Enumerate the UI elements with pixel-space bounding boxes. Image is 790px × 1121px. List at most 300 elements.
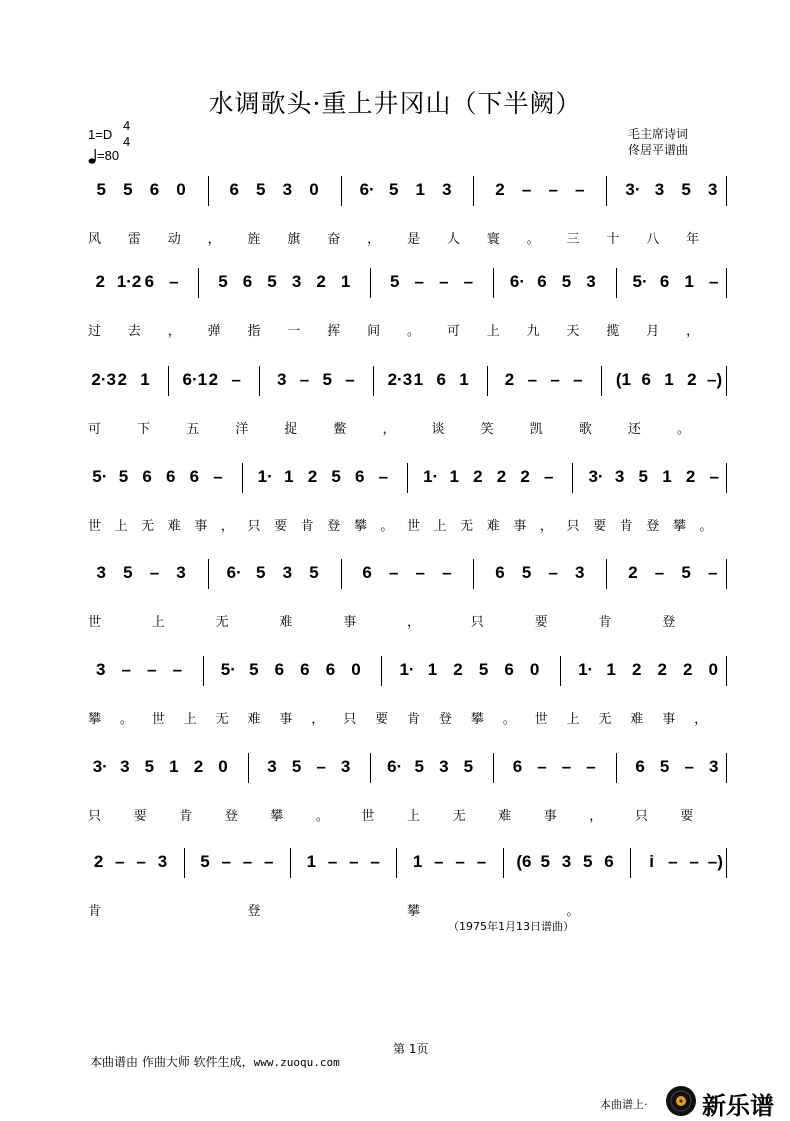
note: 6· xyxy=(387,757,403,776)
note: – xyxy=(575,180,585,199)
note: 6 xyxy=(355,467,365,486)
note: –) xyxy=(707,852,723,871)
note: – xyxy=(327,852,338,871)
bar-line xyxy=(503,848,504,878)
note: – xyxy=(147,660,157,679)
note: 3 xyxy=(707,180,718,199)
lyric-char: 只 xyxy=(88,809,102,824)
time-signature-bottom: 4 xyxy=(123,134,131,149)
bar-line xyxy=(184,848,185,878)
notation-line xyxy=(0,180,790,220)
note: 5 xyxy=(681,180,691,199)
note: 5 xyxy=(659,757,670,776)
time-signature-top: 4 xyxy=(123,118,131,133)
note: 6·1 xyxy=(182,370,208,389)
lyric-char: 肯 xyxy=(300,519,314,534)
note: – xyxy=(684,757,694,776)
lyric-char: 是 xyxy=(407,232,421,247)
lyric-char: 世 xyxy=(534,712,548,727)
lyric-char: 谈 xyxy=(431,422,445,437)
note: 5 xyxy=(291,757,302,776)
generator-footer xyxy=(90,1053,340,1070)
lyric-char: 去 xyxy=(127,324,141,339)
time-signature xyxy=(123,118,130,150)
lyric-char: ， xyxy=(686,324,700,339)
lyric-char: 事 xyxy=(279,712,293,727)
notation-line xyxy=(0,370,790,410)
bar-line xyxy=(198,268,199,298)
note: 2·3 xyxy=(91,370,116,389)
note: 2 xyxy=(208,370,219,389)
note: 3 xyxy=(439,757,449,776)
lyric-char: ， xyxy=(539,519,553,534)
notation-line xyxy=(0,563,790,603)
lyric-char: 旌 xyxy=(247,232,261,247)
note: 3 xyxy=(340,757,351,776)
lyric-char: 登 xyxy=(646,519,660,534)
lyrics-line xyxy=(0,228,790,248)
note: 5· xyxy=(92,467,108,486)
note: – xyxy=(548,563,558,582)
quarter-note-icon xyxy=(88,148,96,164)
note: 3 xyxy=(291,272,302,291)
note: 2 xyxy=(520,467,530,486)
note: 5 xyxy=(249,660,259,679)
note: – xyxy=(476,852,487,871)
note: – xyxy=(708,272,719,291)
note: – xyxy=(242,852,253,871)
lyric-char: 上 xyxy=(114,519,128,534)
score-system xyxy=(0,660,790,750)
lyric-char: 笑 xyxy=(480,422,494,437)
note: 3 xyxy=(282,563,293,582)
note: 5 xyxy=(414,757,424,776)
note: 6 xyxy=(635,757,645,776)
key-signature: 1=D xyxy=(88,127,113,142)
note: 1 xyxy=(140,370,150,389)
lyric-char: 一 xyxy=(287,324,301,339)
note: – xyxy=(689,852,699,871)
bar-line xyxy=(381,656,382,686)
note: 2 xyxy=(631,660,642,679)
note: 5 xyxy=(218,272,228,291)
bar-line xyxy=(726,176,727,206)
lyric-char: 只 xyxy=(470,615,484,630)
note: 2 xyxy=(193,757,204,776)
lyrics-line xyxy=(0,611,790,631)
lyric-char: 世 xyxy=(88,519,102,534)
note: 2 xyxy=(95,272,105,291)
lyric-char: 难 xyxy=(486,519,500,534)
bar-line xyxy=(407,463,408,493)
note: 3 xyxy=(561,852,572,871)
bar-line xyxy=(473,559,474,589)
lyric-char: 要 xyxy=(375,712,389,727)
note: 6 xyxy=(149,180,160,199)
note: 6 xyxy=(537,272,547,291)
lyric-char: 。 xyxy=(676,422,690,437)
note: 5 xyxy=(309,563,319,582)
lyric-char: 攀 xyxy=(88,712,102,727)
lyric-char: 人 xyxy=(446,232,460,247)
generator-text: 本曲谱由 作曲大师 软件生成， xyxy=(90,1055,254,1069)
brand-prefix: 本曲谱上· xyxy=(600,1098,648,1111)
note: 1 xyxy=(664,370,674,389)
note: 6 xyxy=(512,757,523,776)
lyric-char: 过 xyxy=(88,324,102,339)
note: 6· xyxy=(226,563,242,582)
note: 6 xyxy=(300,660,310,679)
bar-line xyxy=(370,753,371,783)
lyric-char: 攀 xyxy=(270,809,284,824)
bar-line xyxy=(370,268,371,298)
credits xyxy=(628,126,688,158)
lyric-char: ， xyxy=(220,519,234,534)
score-system xyxy=(0,563,790,653)
note: – xyxy=(709,467,719,486)
lyric-char: 。 xyxy=(699,519,713,534)
lyric-char: 三 xyxy=(566,232,580,247)
note: 1· xyxy=(423,467,439,486)
lyric-char: 上 xyxy=(183,712,197,727)
note: 6 xyxy=(229,180,239,199)
lyric-char: 难 xyxy=(630,712,644,727)
lyric-char: 要 xyxy=(680,809,694,824)
note: 3· xyxy=(92,757,108,776)
score-system xyxy=(0,370,790,460)
lyric-char: 可 xyxy=(88,422,102,437)
note: 6 xyxy=(436,370,446,389)
note: 2 xyxy=(682,660,693,679)
lyric-char: 事 xyxy=(543,809,557,824)
bar-line xyxy=(726,559,727,589)
lyric-char: 肯 xyxy=(598,615,612,630)
lyrics-line xyxy=(0,320,790,340)
note: 5 xyxy=(331,467,341,486)
page-number: 第 1页 xyxy=(393,1042,429,1056)
note: – xyxy=(654,563,665,582)
note: – xyxy=(345,370,355,389)
lyric-char: 上 xyxy=(566,712,580,727)
note: – xyxy=(707,563,718,582)
note: – xyxy=(172,660,183,679)
note: 5· xyxy=(632,272,648,291)
lyric-char: 捉 xyxy=(284,422,298,437)
lyric-char: 可 xyxy=(446,324,460,339)
note: 3 xyxy=(157,852,168,871)
lyric-char: 要 xyxy=(534,615,548,630)
lyric-char: 年 xyxy=(686,232,700,247)
note: 0 xyxy=(309,180,319,199)
bar-line xyxy=(726,366,727,396)
note: 2 xyxy=(93,852,104,871)
note: 3· xyxy=(588,467,604,486)
note: – xyxy=(316,757,326,776)
note: 0 xyxy=(351,660,361,679)
note: –) xyxy=(707,370,723,389)
lyric-char: 。 xyxy=(315,809,329,824)
bar-line xyxy=(630,848,631,878)
notation-line xyxy=(0,660,790,700)
lyric-char: 肯 xyxy=(88,904,102,919)
note: 1 xyxy=(606,660,616,679)
lyric-char: 事 xyxy=(194,519,208,534)
bar-line xyxy=(616,268,617,298)
note: 6 xyxy=(604,852,614,871)
note: i xyxy=(649,852,654,871)
note: 6 xyxy=(659,272,670,291)
note: 2 xyxy=(628,563,638,582)
note: 6 xyxy=(165,467,176,486)
lyric-char: 无 xyxy=(215,615,229,630)
note: 1·2 xyxy=(116,272,142,291)
lyric-char: 挥 xyxy=(327,324,341,339)
lyric-char: 攀 xyxy=(672,519,686,534)
lyricist-credit: 毛主席诗词 xyxy=(628,127,689,141)
note: 3 xyxy=(614,467,625,486)
note: 3 xyxy=(276,370,287,389)
bar-line xyxy=(248,753,249,783)
bar-line xyxy=(168,366,169,396)
lyric-char: 凯 xyxy=(529,422,543,437)
note: 6 xyxy=(495,563,505,582)
note: 2 xyxy=(685,467,696,486)
note: – xyxy=(455,852,465,871)
note: (1 xyxy=(615,370,632,389)
note: – xyxy=(231,370,241,389)
note: 5 xyxy=(540,852,550,871)
note: – xyxy=(463,272,474,291)
bar-line xyxy=(203,656,204,686)
note: 1· xyxy=(257,467,273,486)
note: 1· xyxy=(578,660,594,679)
lyric-char: ， xyxy=(367,232,381,247)
lyric-char: 世 xyxy=(88,615,102,630)
bar-line xyxy=(396,848,397,878)
lyrics-line xyxy=(0,708,790,728)
lyric-char: 天 xyxy=(566,324,580,339)
note: 3 xyxy=(267,757,277,776)
note: 3 xyxy=(282,180,293,199)
lyric-char: 登 xyxy=(224,809,238,824)
bar-line xyxy=(341,176,342,206)
score-system xyxy=(0,467,790,557)
note: – xyxy=(169,272,179,291)
lyric-char: 五 xyxy=(186,422,200,437)
lyric-char: 月 xyxy=(646,324,660,339)
lyric-char: ， xyxy=(694,712,708,727)
tempo-marking xyxy=(88,148,119,164)
lyric-char: 雷 xyxy=(127,232,141,247)
bar-line xyxy=(290,848,291,878)
note: – xyxy=(527,370,538,389)
lyric-char: 。 xyxy=(119,712,133,727)
note: 5 xyxy=(389,272,400,291)
note: 5 xyxy=(144,757,155,776)
lyric-char: 肯 xyxy=(619,519,633,534)
note: 6 xyxy=(274,660,285,679)
lyric-char: 难 xyxy=(279,615,293,630)
note: 5 xyxy=(638,467,649,486)
lyric-char: 奋 xyxy=(327,232,341,247)
note: – xyxy=(586,757,596,776)
note: – xyxy=(115,852,125,871)
lyric-char: ， xyxy=(382,422,396,437)
lyric-char: 寰 xyxy=(486,232,500,247)
note: – xyxy=(349,852,359,871)
note: 3 xyxy=(96,563,107,582)
lyric-char: 八 xyxy=(646,232,660,247)
composer-credit: 佟居平谱曲 xyxy=(628,143,689,157)
lyric-char: 洋 xyxy=(235,422,249,437)
note: 2 xyxy=(495,180,505,199)
note: 5 xyxy=(521,563,532,582)
score-system xyxy=(0,852,790,942)
note: 1 xyxy=(427,660,438,679)
generator-url[interactable]: www.zuoqu.com xyxy=(253,1056,340,1069)
note: 1 xyxy=(415,180,426,199)
note: – xyxy=(439,272,449,291)
bar-line xyxy=(726,656,727,686)
lyric-char: 歌 xyxy=(578,422,592,437)
lyric-char: 事 xyxy=(343,615,357,630)
lyric-char: 无 xyxy=(141,519,155,534)
note: 1 xyxy=(340,272,351,291)
note: – xyxy=(561,757,572,776)
note: – xyxy=(221,852,231,871)
lyric-char: 世 xyxy=(407,519,421,534)
lyric-char: 下 xyxy=(137,422,151,437)
score-system xyxy=(0,757,790,847)
note: 2 xyxy=(453,660,463,679)
lyric-char: 世 xyxy=(151,712,165,727)
bar-line xyxy=(259,366,260,396)
lyric-char: 登 xyxy=(662,615,676,630)
note: 3 xyxy=(442,180,452,199)
lyric-char: 鳖 xyxy=(333,422,347,437)
note: 2 xyxy=(117,370,127,389)
note: – xyxy=(537,757,547,776)
note: – xyxy=(388,563,399,582)
note: 2 xyxy=(316,272,326,291)
note: – xyxy=(378,467,389,486)
lyric-char: 攀 xyxy=(407,904,421,919)
bar-line xyxy=(473,176,474,206)
tempo-value: =80 xyxy=(97,148,120,163)
note: – xyxy=(121,660,131,679)
note: 3· xyxy=(625,180,641,199)
note: 5 xyxy=(123,180,133,199)
lyric-char: 无 xyxy=(452,809,466,824)
lyric-char: 指 xyxy=(247,324,261,339)
note: – xyxy=(434,852,444,871)
note: – xyxy=(264,852,274,871)
note: 6 xyxy=(242,272,253,291)
lyrics-line xyxy=(0,805,790,825)
lyric-char: 上 xyxy=(486,324,500,339)
lyric-char: 肯 xyxy=(407,712,421,727)
lyric-char: 。 xyxy=(407,324,421,339)
lyric-char: 。 xyxy=(526,232,540,247)
note: – xyxy=(544,467,554,486)
note: 6· xyxy=(359,180,375,199)
lyric-char: 攀 xyxy=(470,712,484,727)
note: 3 xyxy=(708,757,719,776)
bar-line xyxy=(373,366,374,396)
lyric-char: ， xyxy=(407,615,421,630)
lyric-char: 只 xyxy=(634,809,648,824)
note: 5 xyxy=(267,272,277,291)
lyric-char: 登 xyxy=(247,904,261,919)
lyric-char: 肯 xyxy=(179,809,193,824)
note: 6 xyxy=(641,370,651,389)
lyric-char: 。 xyxy=(566,904,580,919)
note: 1· xyxy=(399,660,415,679)
note: – xyxy=(521,180,532,199)
note: – xyxy=(442,563,452,582)
note: – xyxy=(414,272,424,291)
note: 5 xyxy=(583,852,593,871)
bar-line xyxy=(572,463,573,493)
note: 5 xyxy=(256,180,266,199)
lyric-char: 登 xyxy=(327,519,341,534)
note: – xyxy=(213,467,223,486)
note: 1 xyxy=(449,467,459,486)
lyric-char: 。 xyxy=(502,712,516,727)
lyric-char: ， xyxy=(167,324,181,339)
bar-line xyxy=(487,366,488,396)
composition-date: （1975年1月13日谱曲） xyxy=(448,920,574,933)
bar-line xyxy=(560,656,561,686)
note: 0 xyxy=(708,660,718,679)
note: 5 xyxy=(478,660,489,679)
lyric-char: 要 xyxy=(593,519,607,534)
note: 2 xyxy=(496,467,507,486)
lyric-char: 揽 xyxy=(606,324,620,339)
lyric-char: 。 xyxy=(380,519,394,534)
note: 6 xyxy=(325,660,336,679)
lyric-char: 事 xyxy=(662,712,676,727)
lyric-char: 难 xyxy=(498,809,512,824)
note: 3 xyxy=(654,180,665,199)
lyrics-line xyxy=(0,900,790,920)
lyric-char: 要 xyxy=(274,519,288,534)
bar-line xyxy=(726,753,727,783)
note: – xyxy=(136,852,146,871)
lyric-char: 还 xyxy=(627,422,641,437)
note: – xyxy=(548,180,558,199)
bar-line xyxy=(208,559,209,589)
lyric-char: 要 xyxy=(133,809,147,824)
note: 6 xyxy=(142,467,152,486)
lyric-char: 无 xyxy=(215,712,229,727)
bar-line xyxy=(493,753,494,783)
lyric-char: 无 xyxy=(598,712,612,727)
note: 5· xyxy=(220,660,236,679)
note: 0 xyxy=(529,660,540,679)
note: 3 xyxy=(96,660,106,679)
lyric-char: ， xyxy=(589,809,603,824)
lyric-char: 上 xyxy=(151,615,165,630)
note: 5 xyxy=(200,852,210,871)
note: 2 xyxy=(473,467,483,486)
score-system xyxy=(0,180,790,270)
lyric-char: 上 xyxy=(433,519,447,534)
note: 1 xyxy=(412,852,423,871)
note: 2 xyxy=(657,660,667,679)
lyric-char: 间 xyxy=(367,324,381,339)
bar-line xyxy=(726,268,727,298)
